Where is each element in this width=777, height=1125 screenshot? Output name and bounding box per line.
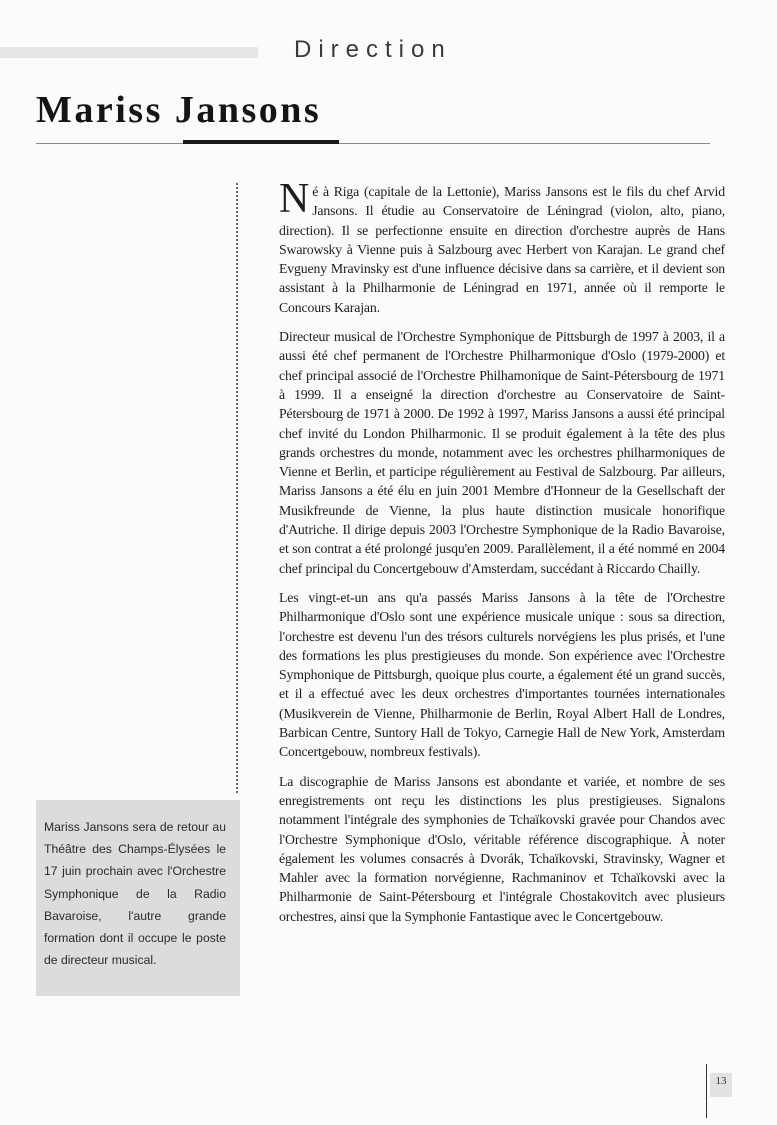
article-paragraph-1: [279, 176, 725, 317]
article-body: [279, 176, 725, 936]
section-header-bar: [0, 47, 258, 58]
page-number: 13: [710, 1073, 732, 1097]
drop-cap: N: [279, 176, 310, 222]
title-rule: [36, 143, 710, 144]
column-divider-dotted: [236, 183, 238, 793]
page-title: Mariss Jansons: [36, 89, 322, 131]
title-rule-accent: [183, 140, 339, 144]
article-paragraph-3: Les vingt-et-un ans qu'a passés Mariss Jansons à la tête de l'Orchestre Philharmonique d'Oslo sont une expérience musicale unique : sous sa direction, l'orchestre est devenu l'un des trésors culturels norvégiens les plus prisés, et l'une des formations les plus prestigieuses du monde. Son expérience avec l'Orchestre Symphonique de Pittsburgh, quoique plus courte, a également été un grand succès, et il a effectué avec les deux orchestres d'importantes tournées internationales (Musikverein de Vienne, Philharmonie de Berlin, Royal Albert Hall de Londres, Barbican Centre, Suntory Hall de Tokyo, Carnegie Hall de New York, Amsterdam Concertgebouw, nombreux festivals).: [279, 589, 725, 760]
article-paragraph-4: La discographie de Mariss Jansons est abondante et variée, et nombre de ses enregistrements ont reçu les distinctions les plus prestigieuses. Signalons notamment l'intégrale des symphonies de Tchaïkovski gravée pour Chandos avec l'Orchestre Symphonique d'Oslo, véritable référence discographique. À noter également les volumes consacrés à Dvorák, Tchaïkovski, Stravinsky, Wagner et Mahler avec la formation norvégienne, Rachmaninov et Tchaïkovski avec la Philharmonie de Saint-Pétersbourg et l'intégrale Chostakovitch avec plusieurs orchestres, ainsi que la Symphonie Fantastique avec le Concertgebouw.: [279, 773, 725, 924]
sidebar-callout-text: Mariss Jansons sera de retour au Théâtre des Champs-Élysées le 17 juin prochain avec l'Orchestre Symphonique de la Radio Bavaroise, l'autre grande formation dont il occupe le poste de directeur musical.: [44, 820, 226, 968]
article-paragraph-1-text: é à Riga (capitale de la Lettonie), Mariss Jansons est le fils du chef Arvid Jansons. Il étudie au Conservatoire de Léningrad (violon, alto, piano, direction). Il se perfectionne ensuite en direction d'orchestre auprès de Hans Swarowsky à Vienne puis à Salzbourg avec Herbert von Karajan. Le grand chef Evgueny Mravinsky est d'une influence décisive dans sa carrière, et il devient son assistant à la Philharmonie de Léningrad en 1971, année où il remporte le Concours Karajan.: [279, 184, 725, 315]
footer-rule: [706, 1064, 707, 1118]
sidebar-callout: [36, 800, 240, 996]
article-paragraph-2: Directeur musical de l'Orchestre Symphonique de Pittsburgh de 1997 à 2003, il a aussi été chef permanent de l'Orchestre Philharmonique d'Oslo (1979-2000) et chef principal associé de l'Orchestre Philhamonique de Saint-Pétersbourg de 1971 à 1999. Il a enseigné la direction d'orchestre au Conservatoire de Saint-Pétersbourg de 1971 à 2000. De 1992 à 1997, Mariss Jansons a aussi été principal chef invité du London Philharmonic. Il se produit également à la tête des plus grands orchestres du monde, notamment avec les orchestres philharmoniques de Vienne et Berlin, et participe régulièrement au Festival de Salzbourg. Par ailleurs, Mariss Jansons a été élu en juin 2001 Membre d'Honneur de la Gesellschaft der Musikfreunde de Vienne, la plus haute distinction musicale honorifique d'Autriche. Il dirige depuis 2003 l'Orchestre Symphonique de la Radio Bavaroise, et son contrat a été prolongé jusqu'en 2009. Parallèlement, il a été nommé en 2004 chef principal du Concertgebouw d'Amsterdam, succédant à Riccardo Chailly.: [279, 329, 725, 576]
section-label: Direction: [294, 36, 452, 63]
